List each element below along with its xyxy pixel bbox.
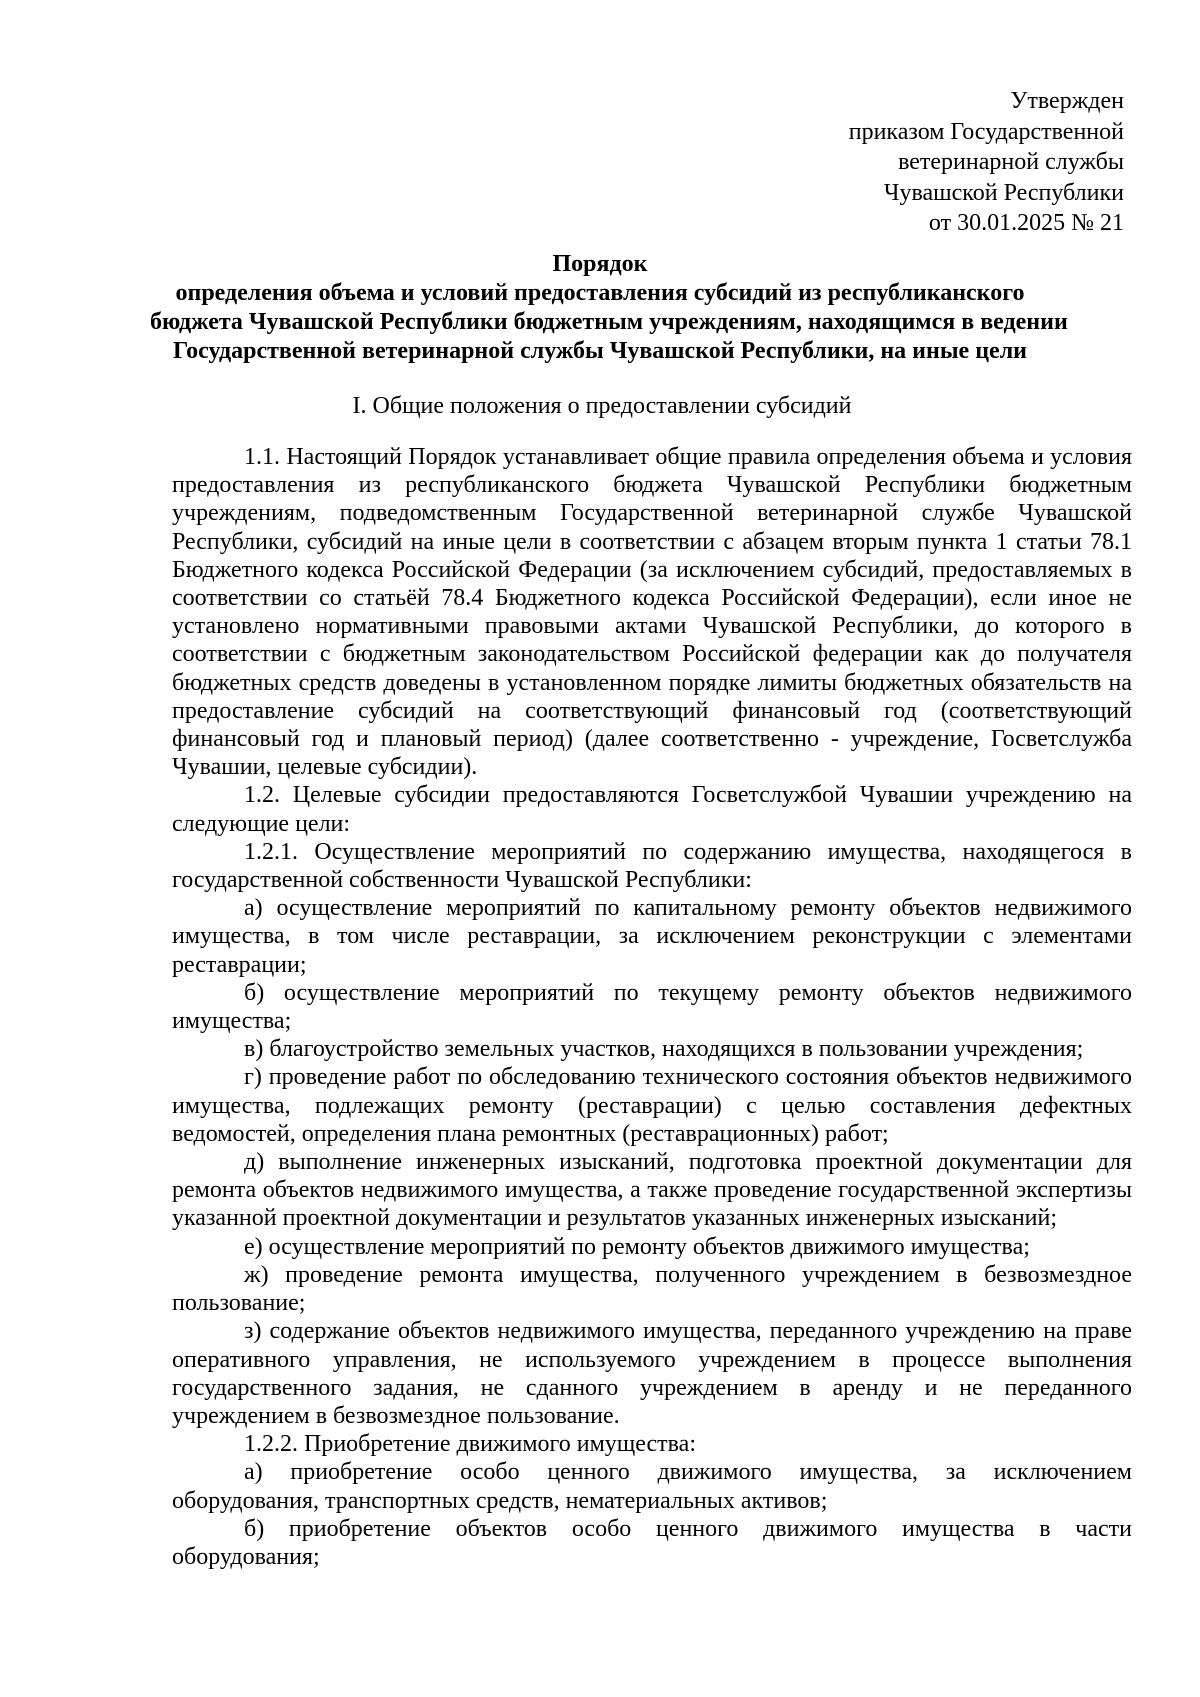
title-line: Порядок bbox=[552, 251, 648, 277]
approval-line: приказом Государственной bbox=[848, 118, 1124, 145]
document-body bbox=[172, 443, 1132, 1571]
section-heading: I. Общие положения о предоставлении субсидий bbox=[352, 393, 852, 419]
approval-line: ветеринарной службы bbox=[898, 149, 1124, 175]
approval-line: Утвержден bbox=[1010, 88, 1124, 114]
title-line: Государственной ветеринарной службы Чувашской Республики, на иные цели bbox=[173, 338, 1027, 364]
paragraph: б) осуществление мероприятий по текущему ремонту объектов недвижимого имущества; bbox=[172, 979, 1132, 1035]
paragraph: 1.2.1. Осуществление мероприятий по содержанию имущества, находящегося в государственной собственности Чувашской Республики: bbox=[172, 838, 1132, 894]
paragraph: 1.1. Настоящий Порядок устанавливает общие правила определения объема и условия предоставления из республиканского бюджета Чувашской Республики бюджетным учреждениям, подведомственным Государственной ветеринарной службе Чувашской Республики, субсидий на иные цели в соответствии с абзацем вторым пункта 1 статьи 78.1 Бюджетного кодекса Российской Федерации (за исключением субсидий, предоставляемых в соответствии со статьёй 78.4 Бюджетного кодекса Российской Федерации), если иное не установлено нормативными правовыми актами Чувашской Республики, до которого в соответствии с бюджетным законодательством Российской федерации как до получателя бюджетных средств доведены в установленном порядке лимиты бюджетных обязательств на предоставление субсидий на соответствующий финансовый год (соответствующий финансовый год и плановый период) (далее соответственно - учреждение, Госветслужба Чувашии, целевые субсидии). bbox=[172, 444, 1132, 781]
approval-line: Чувашской Республики bbox=[883, 179, 1124, 206]
paragraph: а) приобретение особо ценного движимого имущества, за исключением оборудования, транспортных средств, нематериальных активов; bbox=[172, 1459, 1132, 1514]
paragraph: е) осуществление мероприятий по ремонту объектов движимого имущества; bbox=[244, 1233, 1030, 1260]
paragraph: а) осуществление мероприятий по капитальному ремонту объектов недвижимого имущества, в том числе реставрации, за исключением реконструкции с элементами реставрации; bbox=[172, 895, 1132, 978]
approval-stamp-block bbox=[704, 86, 1124, 239]
paragraph: ж) проведение ремонта имущества, полученного учреждением в безвозмездное пользование; bbox=[172, 1261, 1132, 1317]
paragraph: в) благоустройство земельных участков, находящихся в пользовании учреждения; bbox=[244, 1036, 1084, 1063]
paragraph: 1.2. Целевые субсидии предоставляются Госветслужбой Чувашии учреждению на следующие цели: bbox=[172, 782, 1132, 837]
title-line: определения объема и условий предоставления субсидий из республиканского bbox=[175, 280, 1025, 306]
paragraph: г) проведение работ по обследованию технического состояния объектов недвижимого имущества, подлежащих ремонту (реставрации) с целью составления дефектных ведомостей, определения плана ремонтных (реставрационных) работ; bbox=[172, 1064, 1132, 1147]
paragraph: б) приобретение объектов особо ценного движимого имущества в части оборудования; bbox=[172, 1515, 1132, 1570]
document-title bbox=[150, 250, 1068, 366]
approval-date-number: от 30.01.2025 № 21 bbox=[928, 210, 1124, 236]
title-line: бюджета Чувашской Республики бюджетным учреждениям, находящимся в ведении bbox=[150, 309, 1068, 335]
paragraph: д) выполнение инженерных изысканий, подготовка проектной документации для ремонта объектов недвижимого имущества, а также проведение государственной экспертизы указанной проектной документации и результатов указанных инженерных изысканий; bbox=[172, 1149, 1132, 1232]
paragraph: 1.2.2. Приобретение движимого имущества: bbox=[244, 1431, 697, 1458]
paragraph: з) содержание объектов недвижимого имущества, переданного учреждению на праве оперативного управления, не используемого учреждением в процессе выполнения государственного задания, не сданного учреждением в аренду и не переданного учреждением в безвозмездное пользование. bbox=[172, 1318, 1132, 1429]
